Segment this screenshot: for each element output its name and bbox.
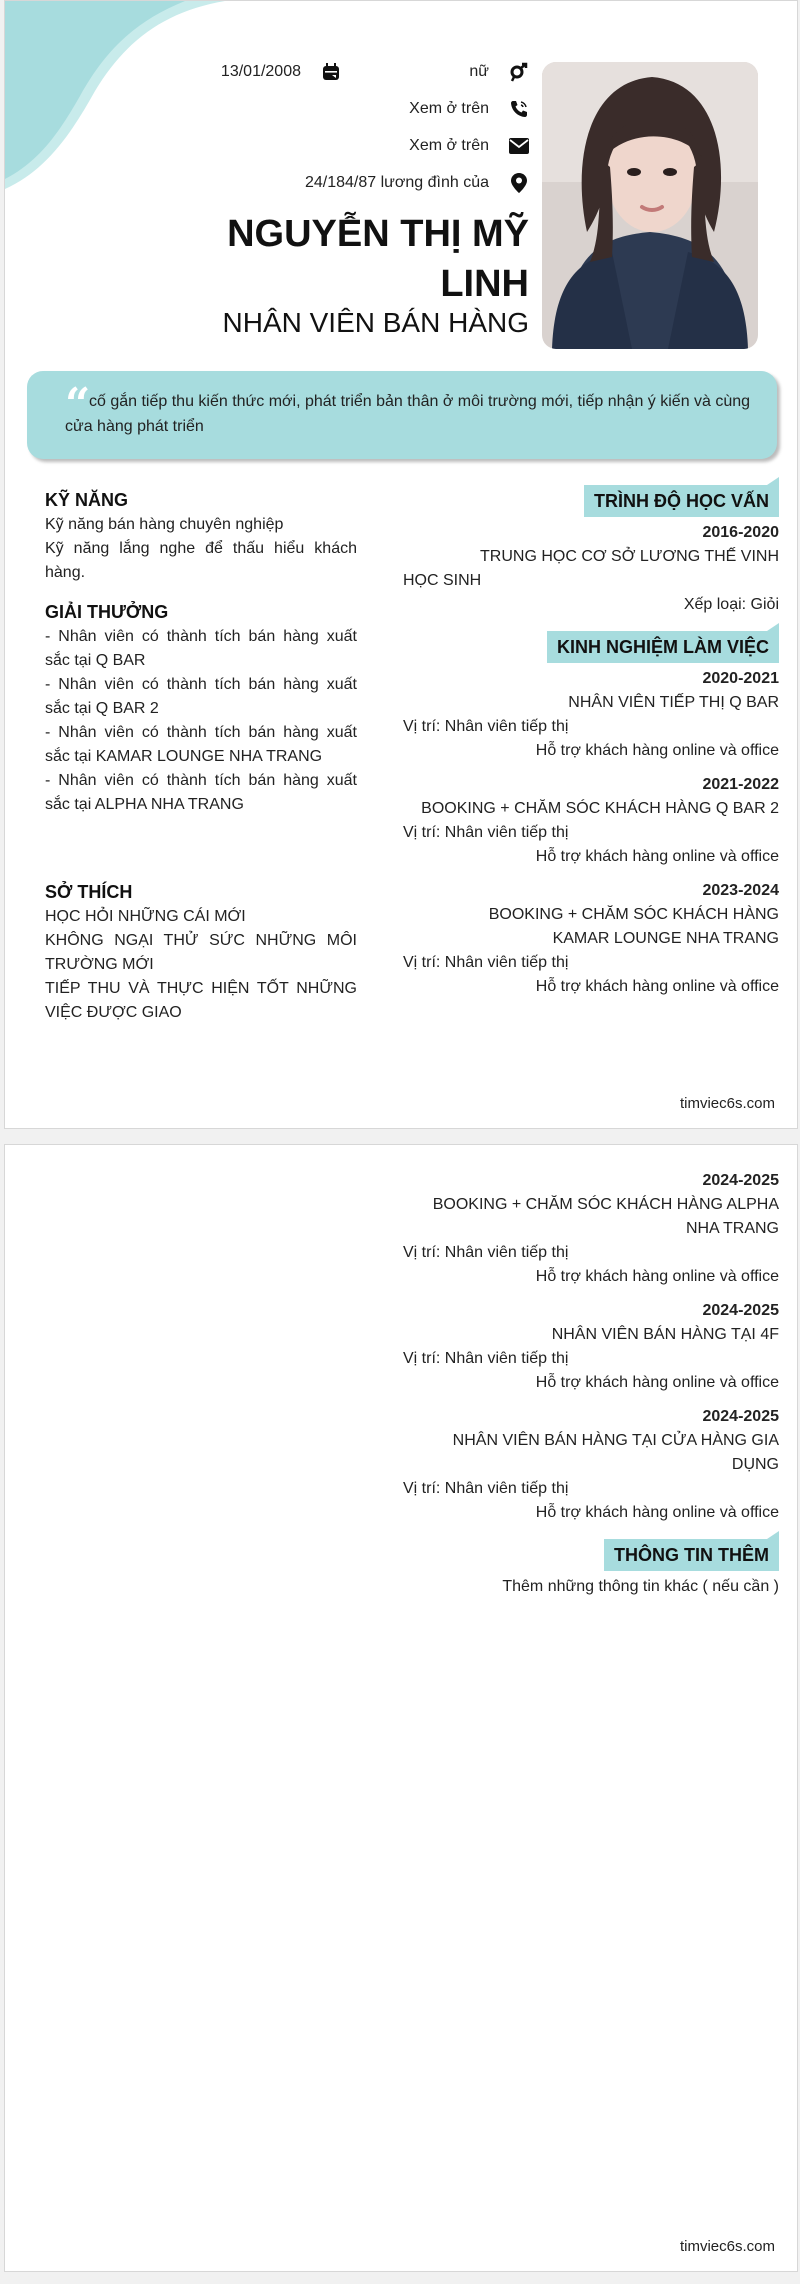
experience-company: NHÂN VIÊN BÁN HÀNG TẠI 4F [551,1326,779,1343]
experience-position: Vị trí: Nhân viên tiếp thị [403,824,569,841]
quote-icon: “ [65,379,91,430]
experience-company: NHÂN VIÊN BÁN HÀNG TẠI CỬA HÀNG GIA DỤNG [452,1432,779,1473]
experience-company: BOOKING + CHĂM SÓC KHÁCH HÀNG Q BAR 2 [421,800,779,817]
experience-position: Vị trí: Nhân viên tiếp thị [403,1480,569,1497]
objective-box [27,371,777,459]
address-text: 24/184/87 lương đình của [304,174,489,191]
envelope-icon [509,136,529,156]
experience-position: Vị trí: Nhân viên tiếp thị [403,954,569,971]
experience-position: Vị trí: Nhân viên tiếp thị [403,718,569,735]
experience-title: KINH NGHIỆM LÀM VIỆC [547,631,779,663]
education-grade: Xếp loại: Giỏi [683,596,779,613]
education-title: TRÌNH ĐỘ HỌC VẤN [584,485,779,517]
experience-item [403,1299,779,1395]
phone-icon [509,99,529,119]
job-title: NHÂN VIÊN BÁN HÀNG [222,307,529,338]
experience-continued [403,1169,779,1599]
hobby-item: TIẾP THU VÀ THỰC HIỆN TỐT NHỮNG VIỆC ĐƯỢC GIAO [45,980,357,1021]
skills-section [45,487,357,585]
dob-text: 13/01/2008 [220,63,301,80]
experience-section [403,631,779,999]
education-section [403,485,779,617]
award-item: - Nhân viên có thành tích bán hàng xuất sắc tại Q BAR [45,628,357,669]
gender-text: nữ [469,63,489,80]
experience-item [403,1169,779,1289]
education-school: TRUNG HỌC CƠ SỞ LƯƠNG THẾ VINH [480,548,779,565]
experience-desc: Hỗ trợ khách hàng online và office [535,1504,779,1521]
experience-desc: Hỗ trợ khách hàng online và office [535,1268,779,1285]
experience-desc: Hỗ trợ khách hàng online và office [535,742,779,759]
dob-row [221,60,341,84]
experience-desc: Hỗ trợ khách hàng online và office [535,978,779,995]
award-item: - Nhân viên có thành tích bán hàng xuất sắc tại KAMAR LOUNGE NHA TRANG [45,724,357,765]
hobbies-section [45,879,357,1025]
hobby-item: KHÔNG NGẠI THỬ SỨC NHỮNG MÔI TRƯỜNG MỚI [45,932,357,973]
cv-page-1 [4,0,798,1129]
extra-title: THÔNG TIN THÊM [604,1539,779,1571]
experience-company: NHÂN VIÊN TIẾP THỊ Q BAR [568,694,779,711]
experience-company: BOOKING + CHĂM SÓC KHÁCH HÀNG KAMAR LOUNGE NHA TRANG [488,906,779,947]
extra-text: Thêm những thông tin khác ( nếu cần ) [502,1578,779,1595]
experience-company: BOOKING + CHĂM SÓC KHÁCH HÀNG ALPHA NHA TRANG [432,1196,779,1237]
experience-item [403,667,779,763]
awards-title: GIẢI THƯỞNG [45,602,169,622]
calendar-icon [321,62,341,82]
phone-text: Xem ở trên [409,100,489,117]
hobby-item: HỌC HỎI NHỮNG CÁI MỚI [45,908,246,925]
decorative-corner-shape [5,1,225,191]
objective-text: cố gắn tiếp thu kiến thức mới, phát triển bản thân ở môi trường mới, tiếp nhận ý kiến và cùng cửa hàng phát triển [65,393,751,435]
cv-page-2 [4,1144,798,2272]
experience-item [403,1405,779,1525]
address-row [305,171,529,195]
education-role: HỌC SINH [403,572,482,589]
awards-section [45,599,357,817]
hobbies-title: SỞ THÍCH [45,882,133,902]
experience-period: 2024-2025 [702,1172,779,1189]
gender-row [469,60,529,84]
email-row [409,134,529,158]
footer-brand: timviec6s.com [679,1095,775,1112]
experience-desc: Hỗ trợ khách hàng online và office [535,1374,779,1391]
experience-period: 2024-2025 [702,1408,779,1425]
candidate-name: NGUYỄN THỊ MỸ LINH [227,213,529,305]
email-text: Xem ở trên [409,137,489,154]
education-period: 2016-2020 [702,524,779,541]
experience-position: Vị trí: Nhân viên tiếp thị [403,1350,569,1367]
extra-section [403,1539,779,1599]
experience-period: 2021-2022 [702,776,779,793]
skill-item: Kỹ năng bán hàng chuyên nghiệp [45,516,284,533]
profile-photo [542,62,758,349]
award-item: - Nhân viên có thành tích bán hàng xuất sắc tại ALPHA NHA TRANG [45,772,357,813]
experience-period: 2020-2021 [702,670,779,687]
award-item: - Nhân viên có thành tích bán hàng xuất sắc tại Q BAR 2 [45,676,357,717]
location-pin-icon [509,173,529,193]
footer-brand: timviec6s.com [679,2238,775,2255]
gender-icon [509,62,529,82]
experience-period: 2024-2025 [702,1302,779,1319]
experience-item [403,879,779,999]
experience-item [403,773,779,869]
skills-title: KỸ NĂNG [45,490,129,510]
experience-period: 2023-2024 [702,882,779,899]
skill-item: Kỹ năng lắng nghe để thấu hiểu khách hàng. [45,540,357,581]
phone-row [409,97,529,121]
experience-position: Vị trí: Nhân viên tiếp thị [403,1244,569,1261]
experience-desc: Hỗ trợ khách hàng online và office [535,848,779,865]
